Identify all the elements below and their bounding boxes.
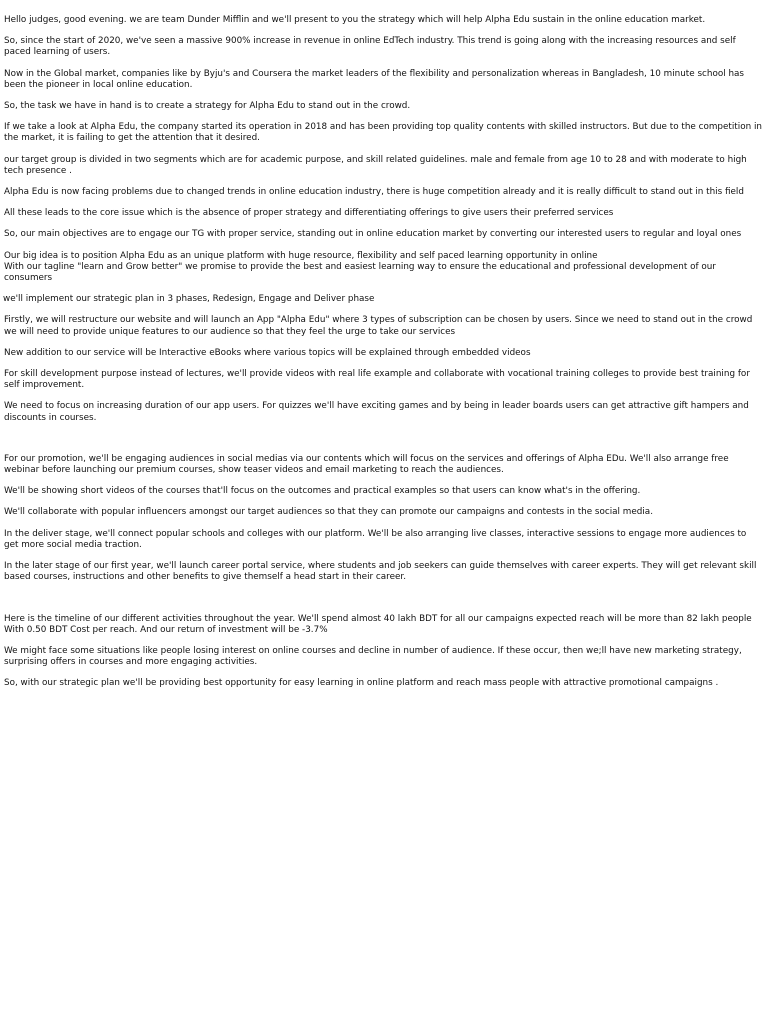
paragraph-engagement: We need to focus on increasing duration of our app users. For quizzes we'll have exciting games and by being in leader boards users can get attractive gift hampers and discounts in courses. [4,401,749,423]
paragraph-risks: We might face some situations like people losing interest on online courses and decline in number of audience. If these occur, then we;ll have new marketing strategy, surprising offers in courses and more engaging activities. [4,645,742,668]
paragraph-redesign: Firstly, we will restructure our website and will launch an App "Alpha Edu" where 3 types of subscription can be chosen by users. Since we need to stand out in the crowd we will need to provide unique features to our audience so that they feel the urge to take our services [4,315,753,337]
paragraph-market-growth: So, since the start of 2020, we've seen a massive 900% increase in revenue in online EdTech industry. This trend is going along with the increasing resources and self paced learning of users. [4,36,736,58]
paragraph-objectives: So, our main objectives are to engage our TG with proper service, standing out in online education market by converting our interested users to regular and loyal ones [4,229,742,240]
document-body [4,15,762,700]
paragraph-ebooks: New addition to our service will be Interactive eBooks where various topics will be explained through embedded videos [4,347,531,358]
paragraph-tagline: With our tagline "learn and Grow better" we promise to provide the best and easiest learning way to ensure the educational and professional development of our consumers [4,261,716,284]
paragraph-deliver-stage: In the deliver stage, we'll connect popular schools and colleges with our platform. We'll be also arranging live classes, interactive sessions to engage more audiences to get more social media traction. [4,528,747,550]
paragraph-target-group: our target group is divided in two segments which are for academic purpose, and skill related guidelines. male and female from age 10 to 28 and with moderate to high tech presence . [4,154,747,176]
paragraph-global-market: Now in the Global market, companies like by Byju's and Coursera the market leaders of the flexibility and personalization whereas in Bangladesh, 10 minute school has been the pioneer in local online education. [4,68,745,90]
paragraph-big-idea: Our big idea is to position Alpha Edu as an unique platform with huge resource, flexibility and self paced learning opportunity in online [4,250,598,261]
paragraph-phases: we'll implement our strategic plan in 3 phases, Redesign, Engage and Deliver phase [3,294,375,305]
paragraph-influencers: We'll collaborate with popular influencers amongst our target audiences so that they can promote our campaigns and contests in the social media. [4,507,653,518]
paragraph-intro: Hello judges, good evening. we are team Dunder Mifflin and we'll present to you the strategy which will help Alpha Edu sustain in the online education market. [4,15,706,25]
paragraph-task: So, the task we have in hand is to create a strategy for Alpha Edu to stand out in the crowd. [4,101,411,112]
paragraph-problems: Alpha Edu is now facing problems due to changed trends in online education industry, there is huge competition already and it is really difficult to stand out in this field [4,187,744,198]
paragraph-skill-development: For skill development purpose instead of lectures, we'll provide videos with real life example and collaborate with vocational training colleges to provide best training for self improvement. [4,369,750,391]
paragraph-conclusion: So, with our strategic plan we'll be providing best opportunity for easy learning in online platform and reach mass people with attractive promotional campaigns . [4,678,719,689]
paragraph-company-background: If we take a look at Alpha Edu, the company started its operation in 2018 and has been providing top quality contents with skilled instructors. But due to the competition in the market, it is failing to get the attention that it desired. [4,122,762,144]
paragraph-timeline-budget: Here is the timeline of our different activities throughout the year. We'll spend almost 40 lakh BDT for all our campaigns expected reach will be more than 82 lakh people With 0.50 BDT Cost per reach. And our return of investment will be -3.7% [4,613,752,635]
paragraph-promotion: For our promotion, we'll be engaging audiences in social medias via our contents which will focus on the services and offerings of Alpha EDu. We'll also arrange free webinar before launching our premium courses, show teaser videos and email marketing to reach the audiences. [4,453,729,476]
paragraph-short-videos: We'll be showing short videos of the courses that'll focus on the outcomes and practical examples so that users can know what's in the offering. [4,486,641,497]
paragraph-core-issue: All these leads to the core issue which is the absence of proper strategy and differentiating offerings to give users their preferred services [4,208,614,219]
paragraph-career-portal: In the later stage of our first year, we'll launch career portal service, where students and job seekers can guide themselves with career experts. They will get relevant skill based courses, instructions and other benefits to give themself a head start in their career. [4,561,757,583]
